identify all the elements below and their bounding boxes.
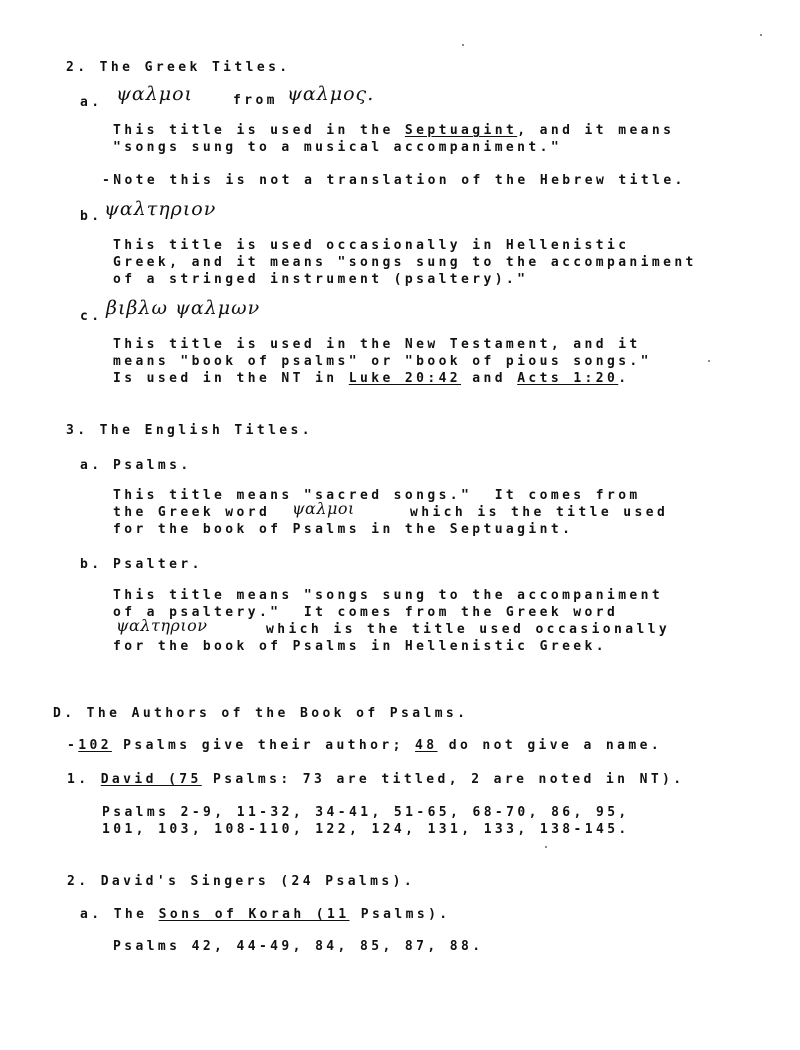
- count-without-author: 48: [415, 738, 438, 753]
- english-b-line2: of a psaltery." It comes from the Greek word: [113, 605, 619, 620]
- from-word: from: [233, 93, 278, 108]
- authors-summary-dash: -: [67, 738, 79, 753]
- english-a-marker: a.: [80, 458, 103, 473]
- english-a-line1: This title means "sacred songs." It comes from: [113, 488, 641, 503]
- item-c-marker: c.: [80, 309, 103, 324]
- luke-reference: Luke 20:42: [348, 371, 462, 386]
- authors-heading: D. The Authors of the Book of Psalms.: [53, 706, 469, 721]
- english-a-title: Psalms.: [113, 458, 192, 473]
- david-line: [67, 771, 685, 788]
- korah-line: [80, 906, 451, 923]
- david-psalms-list-2: 101, 103, 108-110, 122, 124, 131, 133, 138-145.: [102, 822, 630, 837]
- english-b-greek-term: ψαλτηριον: [116, 616, 208, 635]
- singers-marker: 2.: [67, 874, 90, 889]
- greek-term-psalmoi: ψαλμοι: [116, 83, 194, 105]
- authors-summary: [67, 737, 662, 754]
- greek-term-biblo-psalmon: βιβλω ψαλμων: [106, 297, 261, 319]
- korah-psalms-list: Psalms 42, 44-49, 84, 85, 87, 88.: [113, 939, 484, 954]
- item-a-marker: a.: [80, 95, 103, 110]
- english-b-title: Psalter.: [113, 557, 203, 572]
- greek-b-line3: of a stringed instrument (psaltery).": [113, 272, 529, 287]
- david-name-count: David (75: [100, 772, 202, 787]
- scan-speck: [545, 846, 547, 848]
- greek-term-psalterion: ψαλτηριον: [104, 198, 217, 220]
- greek-c-line3: [113, 370, 629, 387]
- scan-speck: [708, 360, 710, 362]
- greek-c-line3-post: .: [618, 371, 630, 386]
- greek-a-line2: "songs sung to a musical accompaniment.": [113, 140, 563, 155]
- david-marker: 1.: [67, 772, 90, 787]
- authors-summary-post: do not give a name.: [437, 738, 663, 753]
- korah-post: Psalms).: [349, 907, 451, 922]
- korah-marker: a.: [80, 907, 103, 922]
- authors-summary-mid: Psalms give their author;: [111, 738, 416, 753]
- english-b-line3-post: which is the title used occasionally: [266, 622, 671, 637]
- david-psalms-list-1: Psalms 2-9, 11-32, 34-41, 51-65, 68-70, 86, 95,: [102, 805, 630, 820]
- singers-line: [67, 873, 415, 890]
- greek-term-psalmos: ψαλμος.: [287, 83, 375, 105]
- greek-titles-heading: 2. The Greek Titles.: [66, 60, 291, 75]
- greek-a-line1-pre: This title is used in the: [113, 123, 405, 138]
- item-b-marker: b.: [80, 209, 103, 224]
- english-a-greek-term: ψαλμοι: [292, 499, 355, 518]
- english-a-line2-pre: the Greek word: [113, 505, 282, 520]
- greek-b-line2: Greek, and it means "songs sung to the accompaniment: [113, 255, 697, 270]
- english-b-line1: This title means "songs sung to the accompaniment: [113, 588, 664, 603]
- david-rest: Psalms: 73 are titled, 2 are noted in NT).: [201, 772, 685, 787]
- greek-c-line1: This title is used in the New Testament, and it: [113, 337, 641, 352]
- english-titles-heading: 3. The English Titles.: [66, 423, 313, 438]
- greek-a-line1: [113, 122, 674, 139]
- greek-c-line2: means "book of psalms" or "book of pious songs.": [113, 354, 652, 369]
- greek-a-line1-post: , and it means: [517, 123, 675, 138]
- greek-c-line3-mid: and: [461, 371, 518, 386]
- english-a-line3: for the book of Psalms in the Septuagint.: [113, 522, 574, 537]
- english-b-marker: b.: [80, 557, 103, 572]
- korah-pre: The: [113, 907, 159, 922]
- greek-c-line3-pre: Is used in the NT in: [113, 371, 349, 386]
- scan-speck: [462, 44, 464, 46]
- septuagint-term: Septuagint: [404, 123, 518, 138]
- acts-reference: Acts 1:20: [517, 371, 619, 386]
- greek-a-note: -Note this is not a translation of the Hebrew title.: [102, 173, 686, 188]
- korah-name-count: Sons of Korah (11: [158, 907, 350, 922]
- singers-title: David's Singers (24 Psalms).: [100, 874, 416, 889]
- english-b-line4: for the book of Psalms in Hellenistic Greek.: [113, 639, 607, 654]
- scan-speck: [760, 34, 762, 36]
- english-a-line2-post: which is the title used: [410, 505, 669, 520]
- count-with-author: 102: [78, 738, 112, 753]
- greek-b-line1: This title is used occasionally in Hellenistic: [113, 238, 630, 253]
